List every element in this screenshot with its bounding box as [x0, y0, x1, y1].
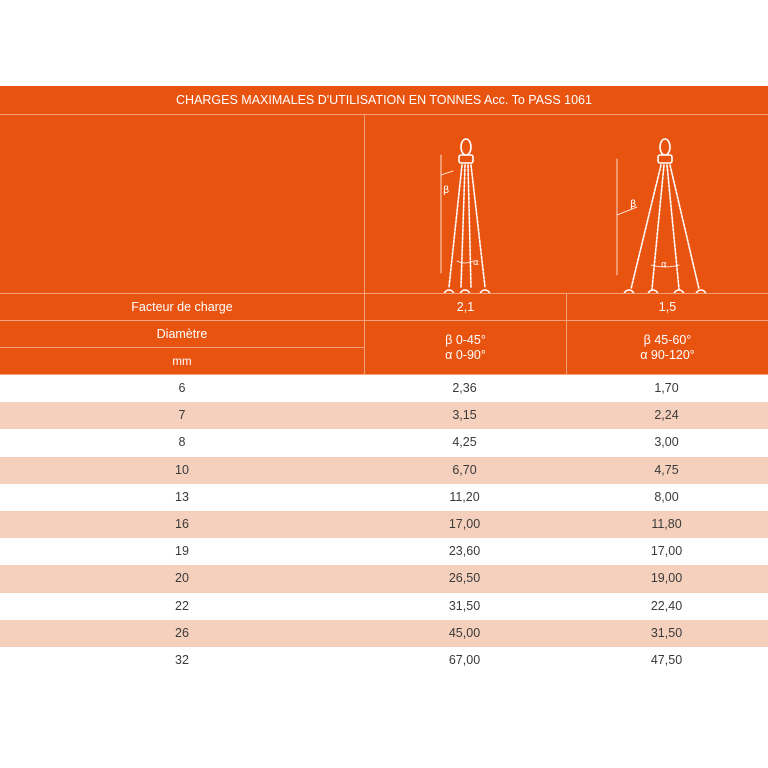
beta-angle-label: β — [629, 199, 636, 210]
load-value-cell: 3,15 — [452, 408, 477, 423]
diameter-cell: 32 — [175, 652, 189, 667]
diameter-cell: 19 — [175, 544, 189, 559]
load-value-cell: 17,00 — [448, 516, 481, 531]
diagram-row-empty-cell — [0, 115, 365, 293]
data-rows — [0, 375, 768, 674]
diameter-unit: mm — [172, 356, 192, 368]
load-value-cell: 8,00 — [654, 489, 679, 504]
beta-range: β 45-60° — [643, 332, 692, 347]
load-value-cell: 11,20 — [449, 489, 480, 504]
load-value-cell: 2,24 — [654, 408, 679, 423]
diameter-header-row — [0, 321, 768, 375]
diameter-cell: 8 — [178, 435, 186, 450]
four-leg-chain-sling-wide-icon — [567, 115, 768, 293]
alpha-range: α 0-90° — [445, 347, 486, 362]
diameter-cell: 22 — [175, 598, 189, 613]
load-value-cell: 1,70 — [654, 381, 679, 395]
table-row — [0, 402, 768, 429]
load-value-cell: 3,00 — [654, 435, 679, 450]
angle-range-cell — [567, 321, 768, 374]
load-value-cell: 31,50 — [650, 625, 683, 640]
load-value-cell: 11,80 — [651, 516, 682, 531]
alpha-range: α 90-120° — [640, 347, 695, 362]
load-value-cell: 67,00 — [448, 652, 481, 667]
diameter-cell: 20 — [175, 571, 189, 586]
diagram-row — [0, 115, 768, 294]
load-value-cell: 6,70 — [452, 462, 477, 477]
diameter-cell: 26 — [175, 625, 189, 640]
alpha-angle-label: α — [473, 258, 479, 268]
load-factor-value: 1,5 — [658, 300, 677, 314]
alpha-angle-label: α — [660, 260, 667, 270]
diameter-cell: 10 — [175, 462, 189, 477]
load-value-cell: 26,50 — [448, 571, 481, 586]
load-value-cell: 4,75 — [654, 462, 679, 477]
load-factor-row — [0, 294, 768, 321]
table-row — [0, 620, 768, 647]
load-value-cell: 2,36 — [452, 381, 477, 395]
beta-angle-label: β — [443, 185, 450, 196]
diameter-cell: 16 — [175, 516, 189, 531]
load-value-cell: 4,25 — [452, 435, 477, 450]
diameter-cell: 13 — [175, 489, 189, 504]
load-value-cell: 17,00 — [650, 544, 683, 559]
load-value-cell: 23,60 — [448, 544, 481, 559]
diameter-cell: 6 — [178, 381, 186, 395]
table-row — [0, 429, 768, 456]
load-factor-value: 2,1 — [365, 294, 567, 320]
load-factor-label: Facteur de charge — [0, 294, 365, 320]
table-row — [0, 375, 768, 402]
table-row — [0, 565, 768, 592]
table-row — [0, 511, 768, 538]
diameter-label: Diamètre — [0, 321, 364, 348]
load-value-cell: 22,40 — [650, 598, 683, 613]
table-row — [0, 647, 768, 674]
load-value-cell: 31,50 — [448, 598, 481, 613]
table-row — [0, 593, 768, 620]
four-leg-chain-sling-narrow-icon — [365, 115, 567, 293]
beta-range: β 0-45° — [445, 332, 486, 347]
table-row — [0, 538, 768, 565]
load-table — [0, 86, 768, 674]
table-row — [0, 484, 768, 511]
table-title: CHARGES MAXIMALES D'UTILISATION EN TONNES Acc. To PASS 1061 — [0, 86, 768, 115]
load-value-cell: 19,00 — [650, 571, 683, 586]
diameter-cell: 7 — [178, 408, 186, 423]
angle-range-cell — [365, 321, 567, 374]
load-value-cell: 47,50 — [650, 652, 683, 667]
table-row — [0, 457, 768, 484]
load-value-cell: 45,00 — [448, 625, 481, 640]
